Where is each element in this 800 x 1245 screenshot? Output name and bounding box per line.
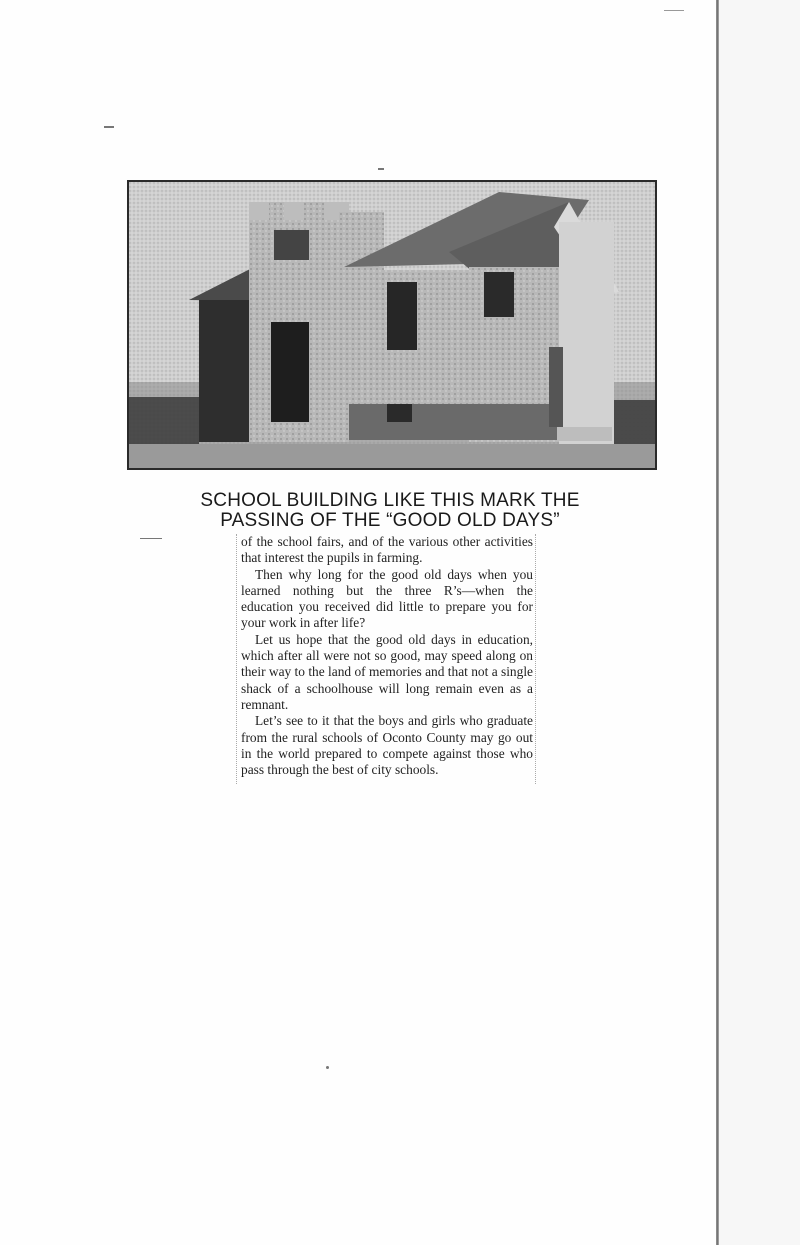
scan-speck xyxy=(664,10,684,11)
schoolhouse-photograph xyxy=(127,180,657,470)
adjacent-page-strip xyxy=(719,0,800,1245)
article-paragraph: of the school fairs, and of the various other activities that interest the pupils in farming. xyxy=(241,534,533,566)
article-paragraph: Let’s see to it that the boys and girls who graduate from the rural schools of Oconto County may go out in the world prepared to compete against those who pass through the best of city schools. xyxy=(241,713,533,778)
scan-speck xyxy=(104,126,114,128)
article-body xyxy=(236,534,536,784)
page-binding-edge xyxy=(716,0,719,1245)
scan-speck xyxy=(326,1066,329,1069)
schoolhouse-illustration xyxy=(129,182,655,468)
scan-speck xyxy=(378,168,384,170)
article-headline xyxy=(150,491,630,531)
headline-line-1: SCHOOL BUILDING LIKE THIS MARK THE xyxy=(200,490,580,511)
article-paragraph: Then why long for the good old days when you learned nothing but the three R’s—when the education you received did little to prepare you for your work in after life? xyxy=(241,566,533,631)
scan-speck xyxy=(140,538,162,539)
headline-line-2: PASSING OF THE “GOOD OLD DAYS” xyxy=(220,510,560,531)
article-paragraph: Let us hope that the good old days in education, which after all were not so good, may speed along on their way to the land of memories and that not a single shack of a schoolhouse will long remain even as a remnant. xyxy=(241,631,533,712)
